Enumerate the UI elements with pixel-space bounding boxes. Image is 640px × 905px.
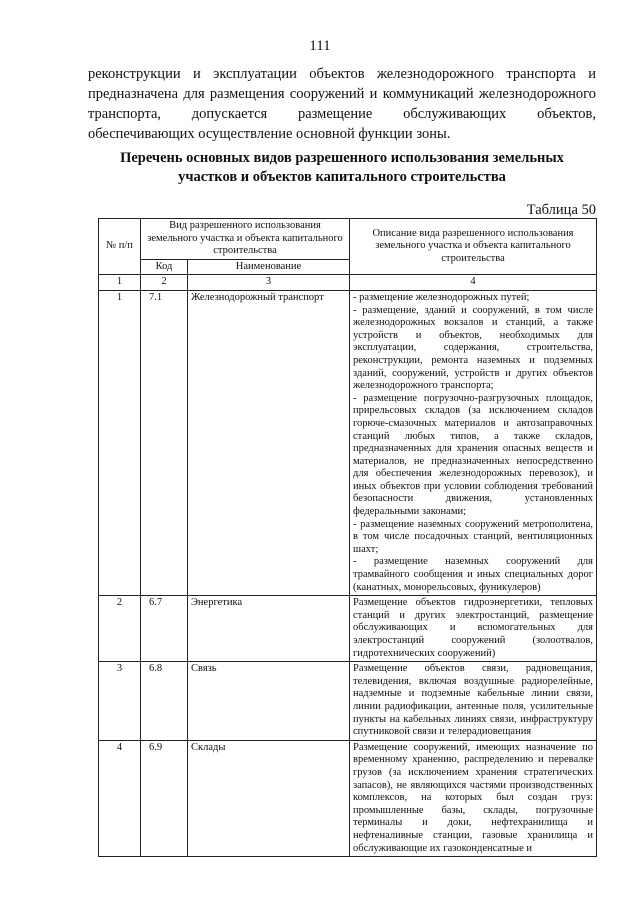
table-row [99,662,597,741]
table-row [99,740,597,856]
row-code: 6.7 [141,596,188,662]
row-code: 7.1 [141,290,188,595]
description-item: - размещение, зданий и сооружений, в том числе железнодорожных вокзалов и станций, а также устройств и объектов, необходимых для эксплуатации, содержания, строительства, реконструкции, ремонта наземных и подземных зданий, сооружений, устройств и других объектов железнодорожного транспорта; [353,304,593,392]
row-name: Связь [188,662,350,741]
description-item: - размещение железнодорожных путей; [353,291,530,303]
row-description [350,740,597,856]
row-name: Склады [188,740,350,856]
heading-line-1: Перечень основных видов разрешенного использования земельных [120,150,564,166]
description-item: - размещение наземных сооружений метрополитена, в том числе посадочных станций, вентиляционных шахт; [353,518,593,555]
description-item: - размещение наземных сооружений для трамвайного сообщения и иных специальных дорог (канатных, монорельсовых, фуникулеров) [353,556,593,593]
row-code: 6.8 [141,662,188,741]
row-code: 6.9 [141,740,188,856]
index-cell: 1 [99,275,141,291]
header-code: Код [141,259,188,275]
header-number: № п/п [99,219,141,275]
section-heading [88,149,596,187]
land-use-table [98,218,597,857]
page-number: 111 [309,38,331,54]
row-number: 2 [99,596,141,662]
index-cell: 4 [350,275,597,291]
index-cell: 3 [188,275,350,291]
header-kind: Вид разрешенного использования земельного участка и объекта капитального строительства [141,219,350,260]
description-item: Размещение объектов связи, радиовещания, телевидения, включая воздушные радиорелейные, надземные и подземные кабельные линии связи, линии радиофикации, антенные поля, усилительные пункты на кабельных линиях связи, инфраструктуру спутниковой связи и телерадиовещания [353,663,593,738]
row-description [350,290,597,595]
table-row [99,290,597,595]
row-name: Железнодорожный транспорт [188,290,350,595]
index-cell: 2 [141,275,188,291]
table-body [99,290,597,856]
table-caption: Таблица 50 [526,202,596,218]
description-item: - размещение погрузочно-разгрузочных площадок, прирельсовых складов (за исключением складов горюче-смазочных материалов и автозаправочных станций любых типов, а также складов, предназначенных для хранения опасных веществ и материалов, не предназначенных непосредственно для обеспечения железнодорожных перевозок), и иных объектов при условии соблюдения требований безопасности движения, установленных федеральными законами; [353,392,593,518]
intro-paragraph [88,64,596,144]
description-item: Размещение объектов гидроэнергетики, тепловых станций и других электростанций, размещение обслуживающих и вспомогательных для электростанций сооружений (золоотвалов, гидротехнических сооружений) [353,597,593,659]
description-item: Размещение сооружений, имеющих назначение по временному хранению, распределению и перевалке грузов (за исключением хранения стратегических запасов), не являющихся частями производственных комплексов, на которых был создан груз: промышленные базы, склады, погрузочные терминалы и доки, нефтехранилища и нефтеналивные станции, газовые хранилища и обслуживающие их газоконденсатные и [353,741,593,854]
row-number: 3 [99,662,141,741]
header-name: Наименование [188,259,350,275]
row-description [350,662,597,741]
row-name: Энергетика [188,596,350,662]
row-number: 4 [99,740,141,856]
intro-text: реконструкции и эксплуатации объектов железнодорожного транспорта и предназначена для размещения сооружений и коммуникаций железнодорожного транспорта, допускается размещение обслуживающих объектов, обеспечивающих осуществление основной функции зоны. [88,66,596,142]
heading-line-2: участков и объектов капитального строительства [178,169,506,185]
row-number: 1 [99,290,141,595]
row-description [350,596,597,662]
table-row [99,596,597,662]
header-description: Описание вида разрешенного использования земельного участка и объекта капитального строительства [350,219,597,275]
